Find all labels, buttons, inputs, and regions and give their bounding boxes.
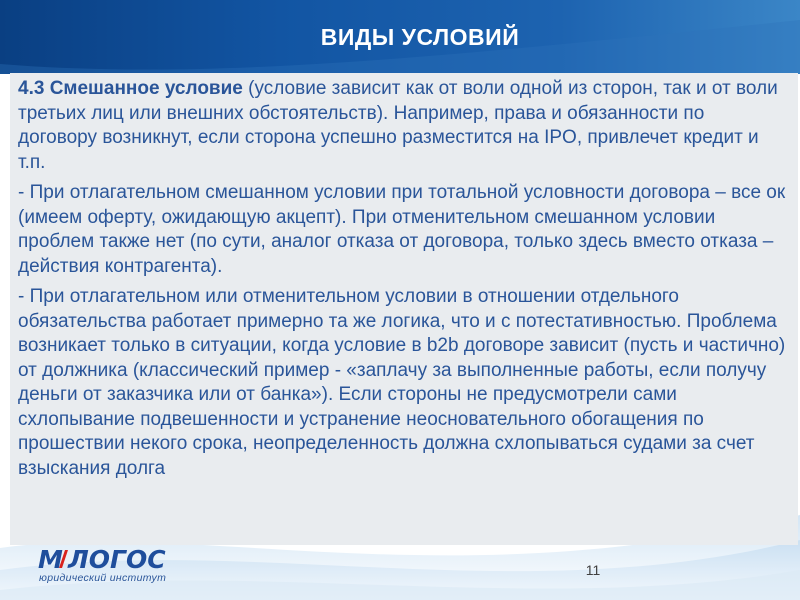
logo-subtitle: юридический институт [39,572,167,584]
paragraph-2-text: - При отлагательном смешанном условии при тотальной условности договора – все ок (имеем оферту, ожидающую акцепт). При отменительном смешанном условии проблем также нет (по сути, аналог отказа от договора, только здесь вместо отказа – действия контрагента). [18,182,786,277]
slide-body [18,77,788,487]
paragraph-1-lead: 4.3 Смешанное условие [18,78,243,99]
paragraph-1-text: (условие зависит как от воли одной из сторон, так и от воли третьих лиц или внешних обстоятельств). Например, права и обязанности по договору возникнут, если сторона успешно разместится на IPO, привлечет кредит и т.п. [18,78,778,173]
paragraph-3-text: - При отлагательном или отменительном условии в отношении отдельного обязательства работает примерно та же логика, что и с потестативностью. Проблема возникает только в ситуации, когда условие в b2b договоре зависит (пусть и частично) от должника (классический пример - «заплачу за выполненные работы, если получу деньги от заказчика или от банка»). Если стороны не предусмотрели сами схлопывание подвешенности и устранение неосновательного обогащения по прошествии некого срока, неопределенность должна схлопываться судами за счет взыскания долга [18,286,786,479]
mlogos-logo [38,546,178,586]
slide-title: ВИДЫ УСЛОВИЙ [320,23,520,50]
paragraph-1 [18,77,788,175]
svg-text:М: М [38,546,63,572]
svg-text:ЛОГОС: ЛОГОС [68,546,166,572]
slide-header [0,0,800,74]
logo-wordmark-icon [38,546,178,572]
paragraph-2 [18,181,788,279]
page-number: 11 [585,562,601,578]
paragraph-3 [18,285,788,481]
